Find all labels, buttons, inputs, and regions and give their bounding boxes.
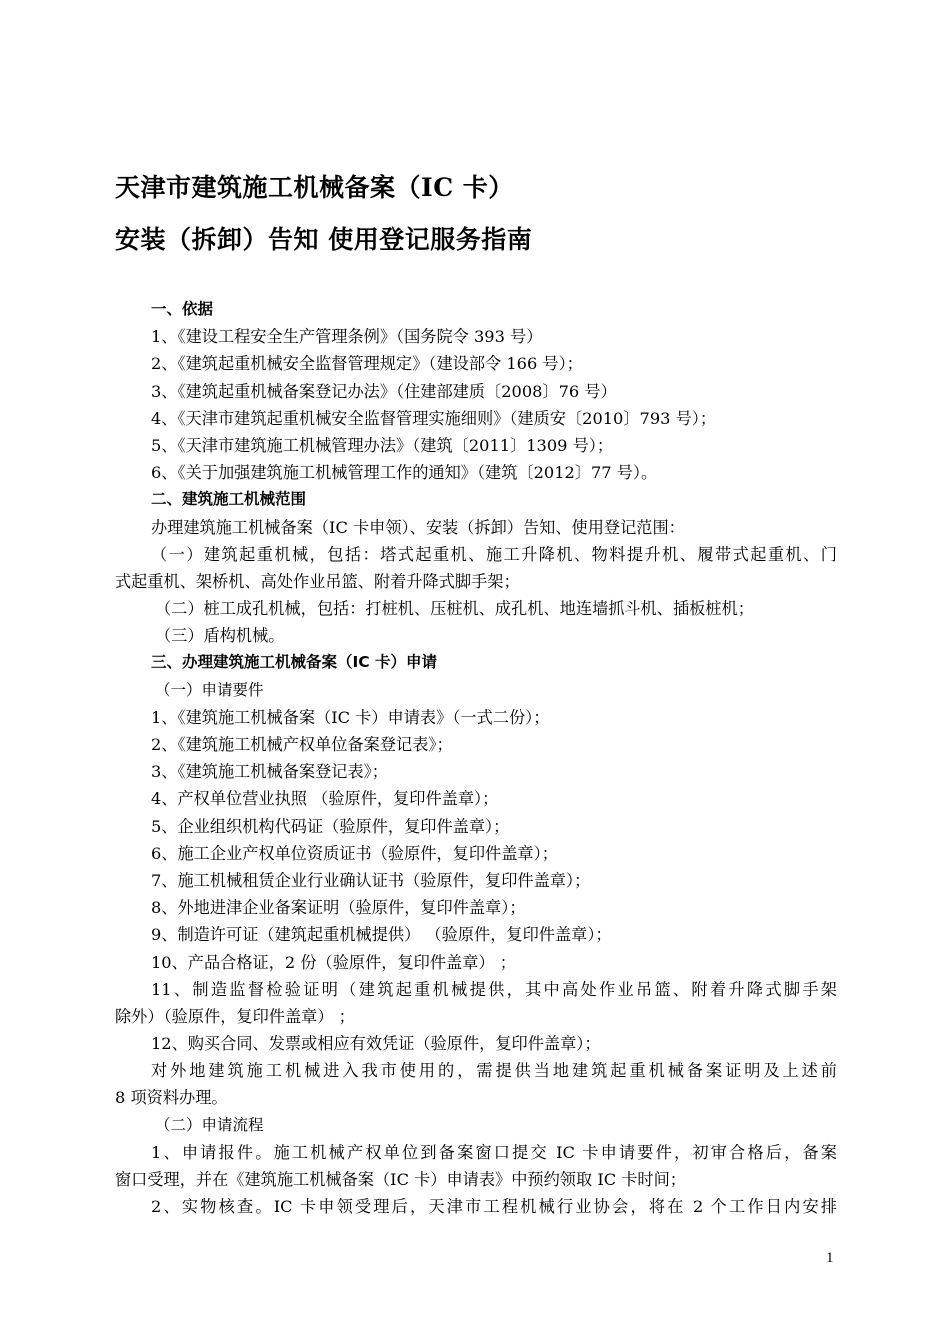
requirement-item-11-line-1: 11、制造监督检验证明（建筑起重机械提供，其中高处作业吊篮、附着升降式脚手架	[151, 979, 837, 999]
scope-item-1-line-2: 式起重机、架桥机、高处作业吊篮、附着升降式脚手架；	[115, 571, 520, 591]
requirement-item: 8、外地进津企业备案证明（验原件，复印件盖章）；	[151, 898, 526, 918]
process-step-2-line-1: 2、实物核查。IC 卡申领受理后，天津市工程机械行业协会，将在 2 个工作日内安排	[151, 1197, 837, 1217]
section-heading-application: 三、办理建筑施工机械备案（IC 卡）申请	[151, 653, 438, 672]
requirement-item: 1、《建筑施工机械备案（IC 卡）申请表》（一式二份）；	[151, 707, 550, 727]
requirement-item-12: 12、购买合同、发票或相应有效凭证（验原件，复印件盖章）；	[151, 1034, 601, 1054]
process-step-1-line-2: 窗口受理，并在《建筑施工机械备案（IC 卡）申请表》中预约领取 IC 卡时间；	[115, 1170, 686, 1189]
requirement-item: 5、企业组织机构代码证（验原件，复印件盖章）；	[151, 816, 510, 836]
section-heading-scope: 二、建筑施工机械范围	[151, 490, 307, 509]
page-number: 1	[826, 1250, 834, 1266]
process-step-1-line-1: 1、申请报件。施工机械产权单位到备案窗口提交 IC 卡申请要件，初审合格后，备案	[151, 1142, 837, 1162]
basis-item: 6、《关于加强建筑施工机械管理工作的通知》（建筑〔2012〕77 号）。	[151, 463, 658, 483]
document-title-line-2: 安装（拆卸）告知 使用登记服务指南	[115, 225, 533, 254]
basis-item: 2、《建筑起重机械安全监督管理规定》（建设部令 166 号）；	[151, 354, 583, 374]
basis-item: 5、《天津市建筑施工机械管理办法》（建筑〔2011〕1309 号）；	[151, 435, 614, 455]
subsection-heading-requirements: （一）申请要件	[155, 680, 264, 699]
basis-item: 1、《建设工程安全生产管理条例》（国务院令 393 号）	[151, 327, 543, 347]
out-of-town-note-line-1: 对外地建筑施工机械进入我市使用的，需提供当地建筑起重机械备案证明及上述前	[151, 1061, 837, 1081]
scope-item-2: （二）桩工成孔机械，包括：打桩机、压桩机、成孔机、地连墙抓斗机、插板桩机；	[155, 599, 754, 619]
basis-item: 4、《天津市建筑起重机械安全监督管理实施细则》（建质安〔2010〕793 号）；	[151, 408, 717, 428]
scope-item-1-line-1: （一）建筑起重机械，包括：塔式起重机、施工升降机、物料提升机、履带式起重机、门	[151, 544, 837, 564]
requirement-item: 6、施工企业产权单位资质证书（验原件，复印件盖章）；	[151, 843, 558, 863]
requirement-item: 9、制造许可证（建筑起重机械提供） （验原件，复印件盖章）；	[151, 925, 612, 945]
requirement-item: 4、产权单位营业执照 （验原件，复印件盖章）；	[151, 789, 499, 809]
section-heading-basis: 一、依据	[151, 300, 214, 318]
requirement-item: 10、产品合格证，2 份（验原件，复印件盖章） ；	[151, 952, 516, 972]
requirement-item: 3、《建筑施工机械备案登记表》；	[151, 762, 388, 782]
document-title-line-1: 天津市建筑施工机械备案（IC 卡）	[115, 173, 514, 202]
requirement-item: 7、施工机械租赁企业行业确认证书（验原件，复印件盖章）；	[151, 870, 591, 890]
scope-intro: 办理建筑施工机械备案（IC 卡申领）、安装（拆卸）告知、使用登记范围：	[151, 517, 685, 537]
requirement-item: 2、《建筑施工机械产权单位备案登记表》；	[151, 735, 453, 754]
scope-item-3: （三）盾构机械。	[155, 626, 285, 646]
requirement-item-11-line-2: 除外）（验原件，复印件盖章） ；	[115, 1006, 355, 1026]
subsection-heading-process: （二）申请流程	[155, 1115, 264, 1134]
out-of-town-note-line-2: 8 项资料办理。	[115, 1088, 228, 1108]
document-body	[115, 296, 837, 1220]
basis-item: 3、《建筑起重机械备案登记办法》（住建部建质〔2008〕76 号）	[151, 381, 617, 401]
